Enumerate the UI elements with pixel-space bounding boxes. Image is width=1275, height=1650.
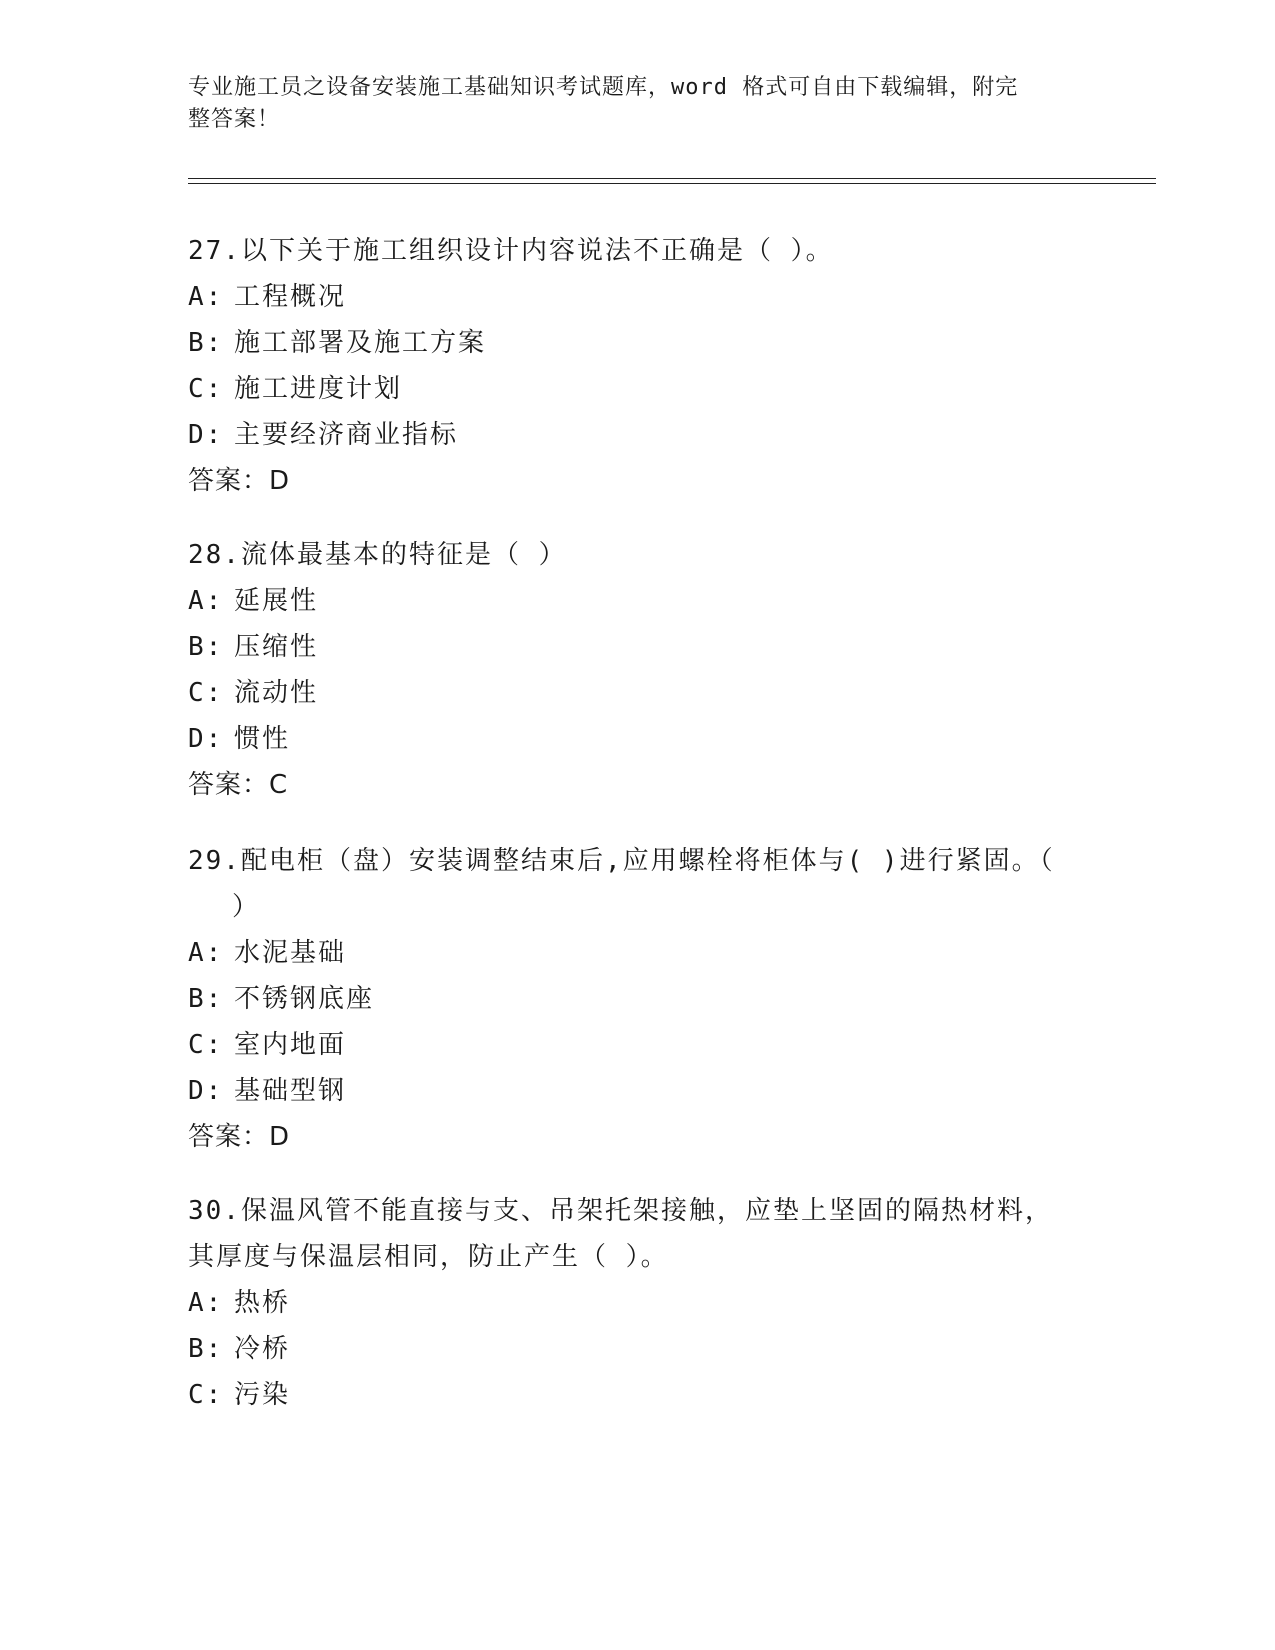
question-stem-continued: 其厚度与保温层相同，防止产生（ ）。 xyxy=(188,1242,669,1272)
question-stem xyxy=(188,532,1088,578)
option-letter: C: xyxy=(188,374,224,404)
answer-value: D xyxy=(269,1122,291,1152)
header-line-1: 专业施工员之设备安装施工基础知识考试题库，word 格式可自由下载编辑，附完 xyxy=(188,75,1019,100)
question-28 xyxy=(188,532,1088,808)
question-stem xyxy=(188,228,1088,274)
question-stem-continued: ） xyxy=(232,892,261,922)
answer-value: C xyxy=(269,770,289,800)
option-letter: A: xyxy=(188,1288,224,1318)
option-text: 污染 xyxy=(234,1380,291,1410)
question-stem xyxy=(188,838,1088,884)
option-c xyxy=(188,670,1088,716)
question-stem xyxy=(188,1188,1088,1234)
option-b xyxy=(188,976,1088,1022)
option-letter: B: xyxy=(188,984,224,1014)
answer-line xyxy=(188,458,1088,504)
answer-label: 答案： xyxy=(188,466,270,496)
option-a xyxy=(188,578,1088,624)
option-b xyxy=(188,624,1088,670)
option-a xyxy=(188,930,1088,976)
header-line-2: 整答案！ xyxy=(188,107,281,132)
option-text: 主要经济商业指标 xyxy=(234,420,459,450)
header-divider-bottom xyxy=(188,183,1156,184)
question-27 xyxy=(188,228,1088,504)
option-text: 延展性 xyxy=(234,586,319,616)
option-text: 冷桥 xyxy=(234,1334,291,1364)
option-c xyxy=(188,366,1088,412)
option-text: 惯性 xyxy=(234,724,291,754)
option-letter: A: xyxy=(188,282,224,312)
question-number: 28. xyxy=(188,540,241,570)
option-c xyxy=(188,1022,1088,1068)
option-letter: D: xyxy=(188,420,224,450)
option-text: 工程概况 xyxy=(234,282,347,312)
answer-label: 答案： xyxy=(188,1122,270,1152)
option-text: 流动性 xyxy=(234,678,319,708)
option-text: 室内地面 xyxy=(234,1030,347,1060)
option-d xyxy=(188,716,1088,762)
answer-label: 答案： xyxy=(188,770,270,800)
question-text: 以下关于施工组织设计内容说法不正确是（ ）。 xyxy=(240,236,834,266)
option-text: 不锈钢底座 xyxy=(234,984,375,1014)
option-b xyxy=(188,320,1088,366)
answer-line xyxy=(188,762,1088,808)
option-text: 施工部署及施工方案 xyxy=(234,328,487,358)
option-c xyxy=(188,1372,1088,1418)
document-header xyxy=(188,72,1068,136)
option-letter: D: xyxy=(188,724,224,754)
option-b xyxy=(188,1326,1088,1372)
question-text: 配电柜（盘）安装调整结束后,应用螺栓将柜体与( )进行紧固。（ xyxy=(240,846,1055,876)
option-letter: C: xyxy=(188,678,224,708)
option-letter: B: xyxy=(188,1334,224,1364)
option-letter: A: xyxy=(188,938,224,968)
question-29 xyxy=(188,838,1088,1160)
option-text: 压缩性 xyxy=(234,632,319,662)
option-text: 基础型钢 xyxy=(234,1076,347,1106)
answer-line xyxy=(188,1114,1088,1160)
option-letter: C: xyxy=(188,1030,224,1060)
question-text: 保温风管不能直接与支、吊架托架接触，应垫上坚固的隔热材料， xyxy=(240,1196,1053,1226)
option-text: 施工进度计划 xyxy=(234,374,403,404)
question-text: 流体最基本的特征是（ ） xyxy=(240,540,567,570)
option-a xyxy=(188,1280,1088,1326)
option-letter: B: xyxy=(188,328,224,358)
option-text: 水泥基础 xyxy=(234,938,347,968)
option-letter: A: xyxy=(188,586,224,616)
question-number: 27. xyxy=(188,236,241,266)
question-30 xyxy=(188,1188,1088,1418)
question-number: 29. xyxy=(188,846,241,876)
option-text: 热桥 xyxy=(234,1288,291,1318)
answer-value: D xyxy=(269,466,291,496)
option-letter: C: xyxy=(188,1380,224,1410)
question-number: 30. xyxy=(188,1196,241,1226)
option-d xyxy=(188,412,1088,458)
option-a xyxy=(188,274,1088,320)
option-d xyxy=(188,1068,1088,1114)
header-divider-top xyxy=(188,178,1156,179)
option-letter: D: xyxy=(188,1076,224,1106)
option-letter: B: xyxy=(188,632,224,662)
